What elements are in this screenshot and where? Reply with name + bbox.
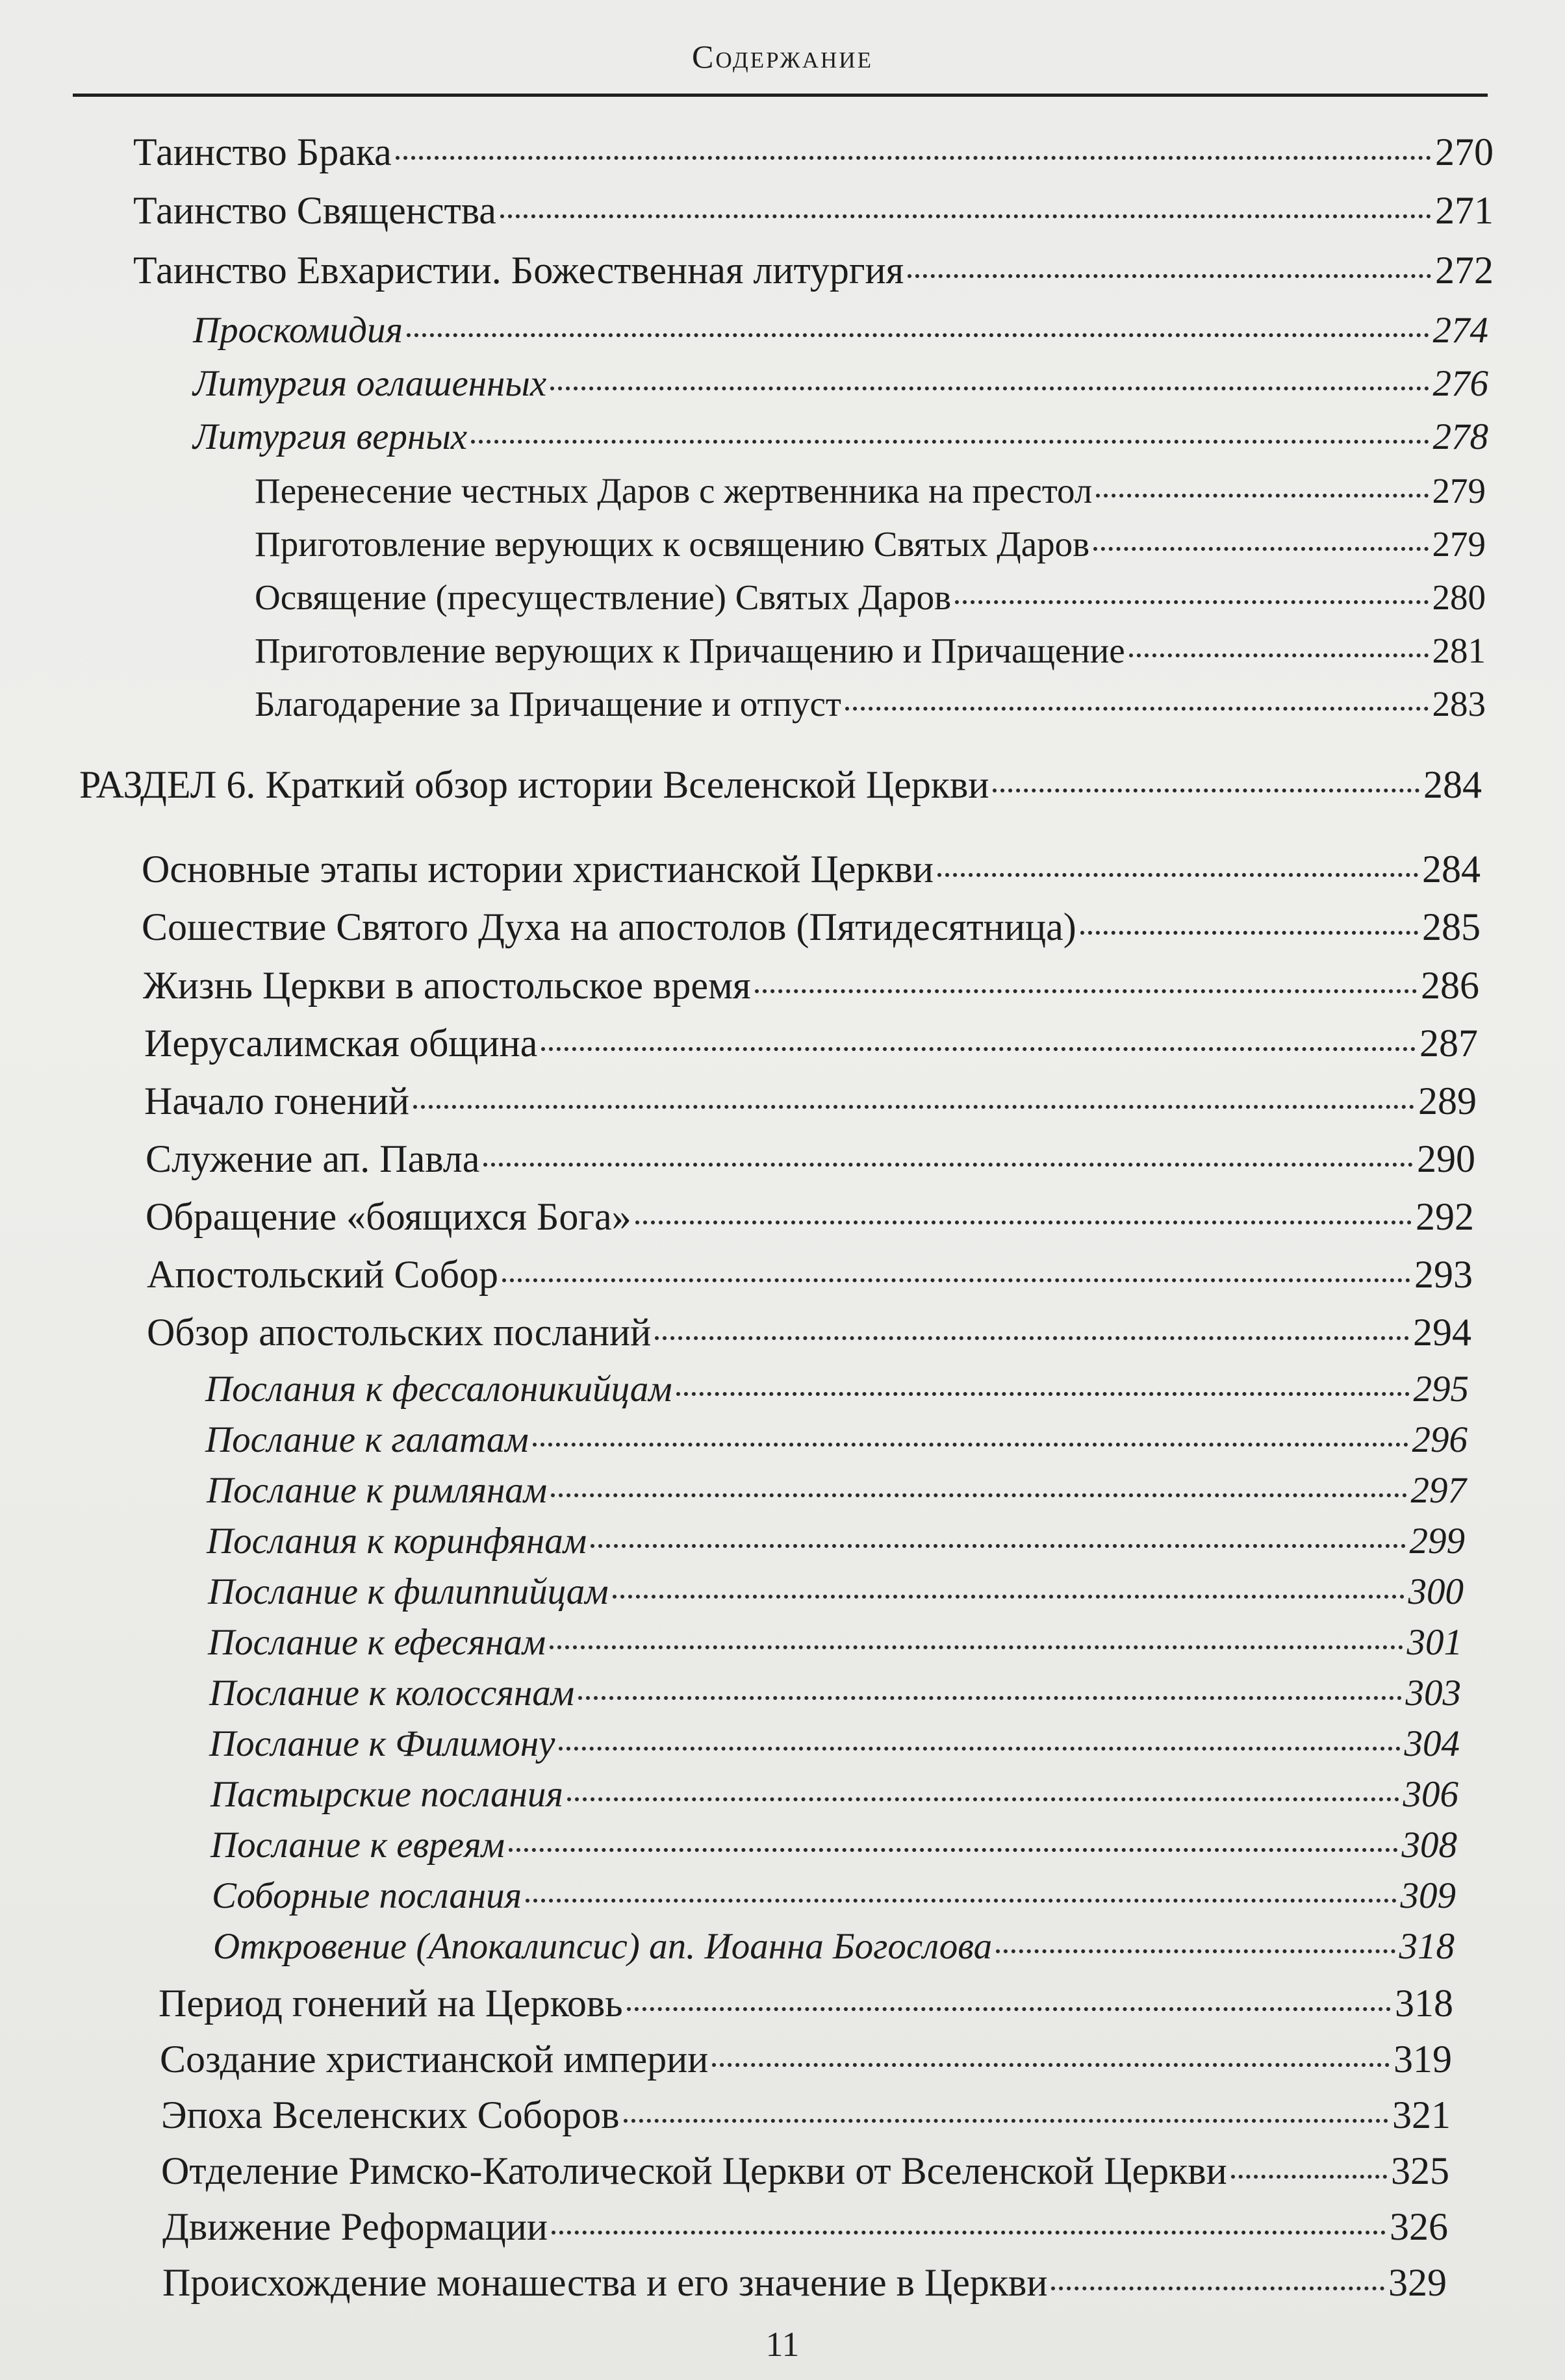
toc-entry (208, 1571, 1464, 1613)
toc-entry-title: Начало гонений (144, 1080, 410, 1122)
toc-entry (160, 2037, 1452, 2082)
leader-dots (407, 333, 1429, 337)
toc-entry-page: 279 (1432, 524, 1486, 564)
toc-entry-page: 318 (1395, 1982, 1453, 2025)
leader-dots (550, 386, 1429, 390)
toc-entry (213, 1925, 1455, 1968)
toc-entry-page: 287 (1419, 1022, 1478, 1065)
toc-entry-page: 303 (1405, 1673, 1461, 1714)
toc-entry-page: 286 (1421, 964, 1479, 1007)
toc-entry-title: Благодарение за Причащение и отпуст (255, 684, 841, 724)
toc-entry-page: 274 (1432, 310, 1488, 351)
toc-entry-page: 318 (1399, 1926, 1455, 1967)
toc-entry (207, 1520, 1465, 1562)
leader-dots (624, 2119, 1388, 2123)
toc-entry-title: Соборные послания (212, 1875, 522, 1916)
toc-entry-page: 301 (1406, 1622, 1462, 1663)
leader-dots (559, 1747, 1400, 1751)
toc-entry-title: Проскомидия (193, 310, 403, 351)
toc-entry-title: Сошествие Святого Духа на апостолов (Пятидесятница) (142, 905, 1076, 948)
toc-entry-page: 293 (1414, 1253, 1473, 1296)
leader-dots (509, 1848, 1398, 1852)
toc-entry (208, 1621, 1462, 1664)
leader-dots (676, 1392, 1410, 1396)
toc-entry-title: Послание к ефесянам (208, 1622, 546, 1663)
leader-dots (533, 1443, 1408, 1447)
toc-entry-title: Литургия верных (193, 416, 468, 457)
leader-dots (541, 1047, 1416, 1051)
toc-entry (162, 2260, 1447, 2305)
leader-dots (526, 1899, 1396, 1903)
toc-entry-page: 294 (1413, 1311, 1471, 1354)
leader-dots (413, 1105, 1414, 1109)
toc-entry (193, 416, 1488, 458)
toc-entry (210, 1824, 1457, 1866)
toc-entry (143, 963, 1479, 1008)
toc-entry (142, 847, 1481, 892)
toc-entry (162, 2205, 1448, 2249)
toc-entry (209, 1723, 1460, 1765)
page-number: 11 (765, 2325, 800, 2364)
leader-dots (502, 1278, 1410, 1282)
leader-dots (937, 873, 1418, 877)
toc-entry-title: Период гонений на Церковь (159, 1982, 623, 2025)
toc-entry (255, 524, 1486, 564)
toc-entry (205, 1368, 1469, 1410)
toc-entry-page: 270 (1435, 131, 1494, 173)
toc-entry-page: 283 (1432, 684, 1486, 724)
leader-dots (755, 989, 1417, 993)
leader-dots (635, 1221, 1412, 1224)
toc-entry (133, 130, 1494, 175)
toc-entry (159, 1981, 1453, 2026)
toc-entry (255, 470, 1486, 511)
toc-entry-page: 297 (1410, 1470, 1466, 1511)
toc-entry-page: 321 (1392, 2094, 1451, 2136)
toc-entry-page: 329 (1388, 2261, 1447, 2304)
toc-entry (161, 2093, 1451, 2138)
toc-entry-title: Послание к колоссянам (209, 1673, 575, 1714)
toc-entry (207, 1469, 1466, 1512)
leader-dots (1093, 547, 1428, 551)
toc-entry (147, 1310, 1471, 1355)
toc-entry (255, 630, 1486, 671)
toc-entry-title: РАЗДЕЛ 6. Краткий обзор истории Вселенской Церкви (79, 763, 989, 806)
toc-entry-title: Послание к филиппийцам (208, 1571, 609, 1612)
toc-entry-title: Апостольский Собор (147, 1253, 499, 1296)
toc-section-heading (79, 763, 1482, 807)
toc-entry-title: Служение ап. Павла (146, 1137, 480, 1180)
toc-entry-page: 296 (1412, 1419, 1468, 1460)
toc-entry (210, 1773, 1458, 1816)
leader-dots (396, 156, 1431, 160)
toc-entry-page: 276 (1432, 363, 1488, 404)
leader-dots (567, 1797, 1399, 1801)
toc-entry-title: Таинство Священства (133, 189, 496, 232)
leader-dots (1096, 494, 1428, 498)
toc-entry-title: Таинство Евхаристии. Божественная литургия (133, 249, 904, 292)
toc-entry-title: Приготовление верующих к Причащению и Причащение (255, 631, 1125, 670)
toc-entry-title: Отделение Римско-Католической Церкви от Вселенской Церкви (161, 2149, 1227, 2192)
toc-entry-page: 295 (1413, 1369, 1469, 1410)
leader-dots (1080, 931, 1418, 935)
toc-entry (255, 577, 1486, 618)
toc-entry (161, 2149, 1449, 2194)
toc-entry-page: 284 (1422, 848, 1481, 891)
header-rule (73, 94, 1488, 97)
leader-dots (627, 2007, 1391, 2011)
leader-dots (550, 1645, 1403, 1649)
toc-entry-page: 326 (1390, 2205, 1448, 2248)
toc-entry-page: 279 (1432, 471, 1486, 511)
leader-dots (578, 1696, 1401, 1700)
toc-entry-title: Послания к коринфянам (207, 1521, 587, 1562)
toc-entry-title: Иерусалимская община (144, 1022, 538, 1065)
toc-entry-page: 319 (1393, 2038, 1452, 2081)
toc-entry-page: 271 (1435, 189, 1494, 232)
toc-entry-title: Послание к Филимону (209, 1723, 555, 1764)
toc-entry-title: Приготовление верующих к освящению Святых Даров (255, 524, 1090, 564)
toc-entry-page: 290 (1417, 1137, 1475, 1180)
toc-entry-page: 289 (1418, 1080, 1477, 1122)
toc-entry-page: 325 (1391, 2149, 1449, 2192)
toc-entry-title: Происхождение монашества и его значение в Церкви (162, 2261, 1048, 2304)
toc-entry-title: Перенесение честных Даров с жертвенника на престол (255, 471, 1093, 511)
toc-entry (142, 905, 1481, 950)
toc-entry-page: 284 (1423, 763, 1482, 806)
toc-entry-title: Жизнь Церкви в апостольское время (143, 964, 751, 1007)
toc-entry-page: 299 (1409, 1521, 1465, 1562)
toc-entry-title: Таинство Брака (133, 131, 392, 173)
toc-entry-page: 281 (1432, 631, 1486, 670)
toc-entry (193, 362, 1488, 405)
toc-entry (255, 683, 1486, 724)
toc-entry-title: Создание христианской империи (160, 2038, 709, 2081)
toc-entry-title: Послание к римлянам (207, 1470, 548, 1511)
toc-entry-page: 280 (1432, 577, 1486, 617)
toc-entry-page: 285 (1422, 905, 1481, 948)
running-head: Содержание (692, 38, 873, 75)
leader-dots (908, 274, 1431, 278)
toc-entry (144, 1079, 1477, 1124)
leader-dots (552, 2231, 1386, 2234)
toc-entry-page: 272 (1435, 249, 1494, 292)
leader-dots (845, 707, 1429, 711)
toc-entry-page: 304 (1404, 1723, 1460, 1764)
toc-entry-page: 292 (1416, 1195, 1474, 1238)
toc-entry (147, 1252, 1473, 1297)
leader-dots (500, 214, 1431, 218)
toc-entry (209, 1672, 1461, 1714)
leader-dots (996, 1949, 1395, 1953)
toc-entry-title: Откровение (Апокалипсис) ап. Иоанна Богослова (213, 1926, 993, 1967)
leader-dots (993, 789, 1419, 792)
leader-dots (613, 1595, 1405, 1599)
toc-entry-title: Послания к фессалоникийцам (205, 1369, 672, 1410)
leader-dots (591, 1544, 1405, 1548)
toc-entry (144, 1021, 1478, 1066)
leader-dots (1231, 2175, 1387, 2179)
toc-entry-page: 308 (1401, 1825, 1457, 1866)
leader-dots (655, 1336, 1409, 1340)
toc-entry-title: Эпоха Вселенских Соборов (161, 2094, 620, 2136)
leader-dots (1051, 2286, 1384, 2290)
leader-dots (483, 1163, 1413, 1167)
toc-entry (133, 248, 1494, 293)
toc-entry-title: Движение Реформации (162, 2205, 548, 2248)
toc-entry-page: 278 (1432, 416, 1488, 457)
leader-dots (712, 2063, 1390, 2067)
toc-entry-page: 300 (1408, 1571, 1464, 1612)
leader-dots (1129, 653, 1429, 657)
toc-entry-title: Основные этапы истории христианской Церкви (142, 848, 934, 891)
toc-entry-title: Литургия оглашенных (193, 363, 547, 404)
toc-entry (133, 188, 1494, 233)
toc-entry-page: 309 (1400, 1875, 1456, 1916)
toc-entry-title: Освящение (пресуществление) Святых Даров (255, 577, 952, 617)
toc-entry (146, 1195, 1474, 1239)
toc-entry (146, 1137, 1475, 1182)
leader-dots (551, 1493, 1406, 1497)
toc-entry (212, 1875, 1456, 1917)
toc-entry-title: Послание к евреям (210, 1825, 505, 1866)
toc-entry-title: Послание к галатам (205, 1419, 529, 1460)
toc-entry-title: Обзор апостольских посланий (147, 1311, 652, 1354)
leader-dots (471, 440, 1429, 444)
toc-entry-title: Пастырские послания (210, 1774, 563, 1815)
leader-dots (955, 600, 1428, 604)
toc-entry-title: Обращение «боящихся Бога» (146, 1195, 631, 1238)
toc-entry-page: 306 (1403, 1774, 1458, 1815)
toc-entry (205, 1419, 1468, 1461)
toc-entry (193, 309, 1488, 351)
